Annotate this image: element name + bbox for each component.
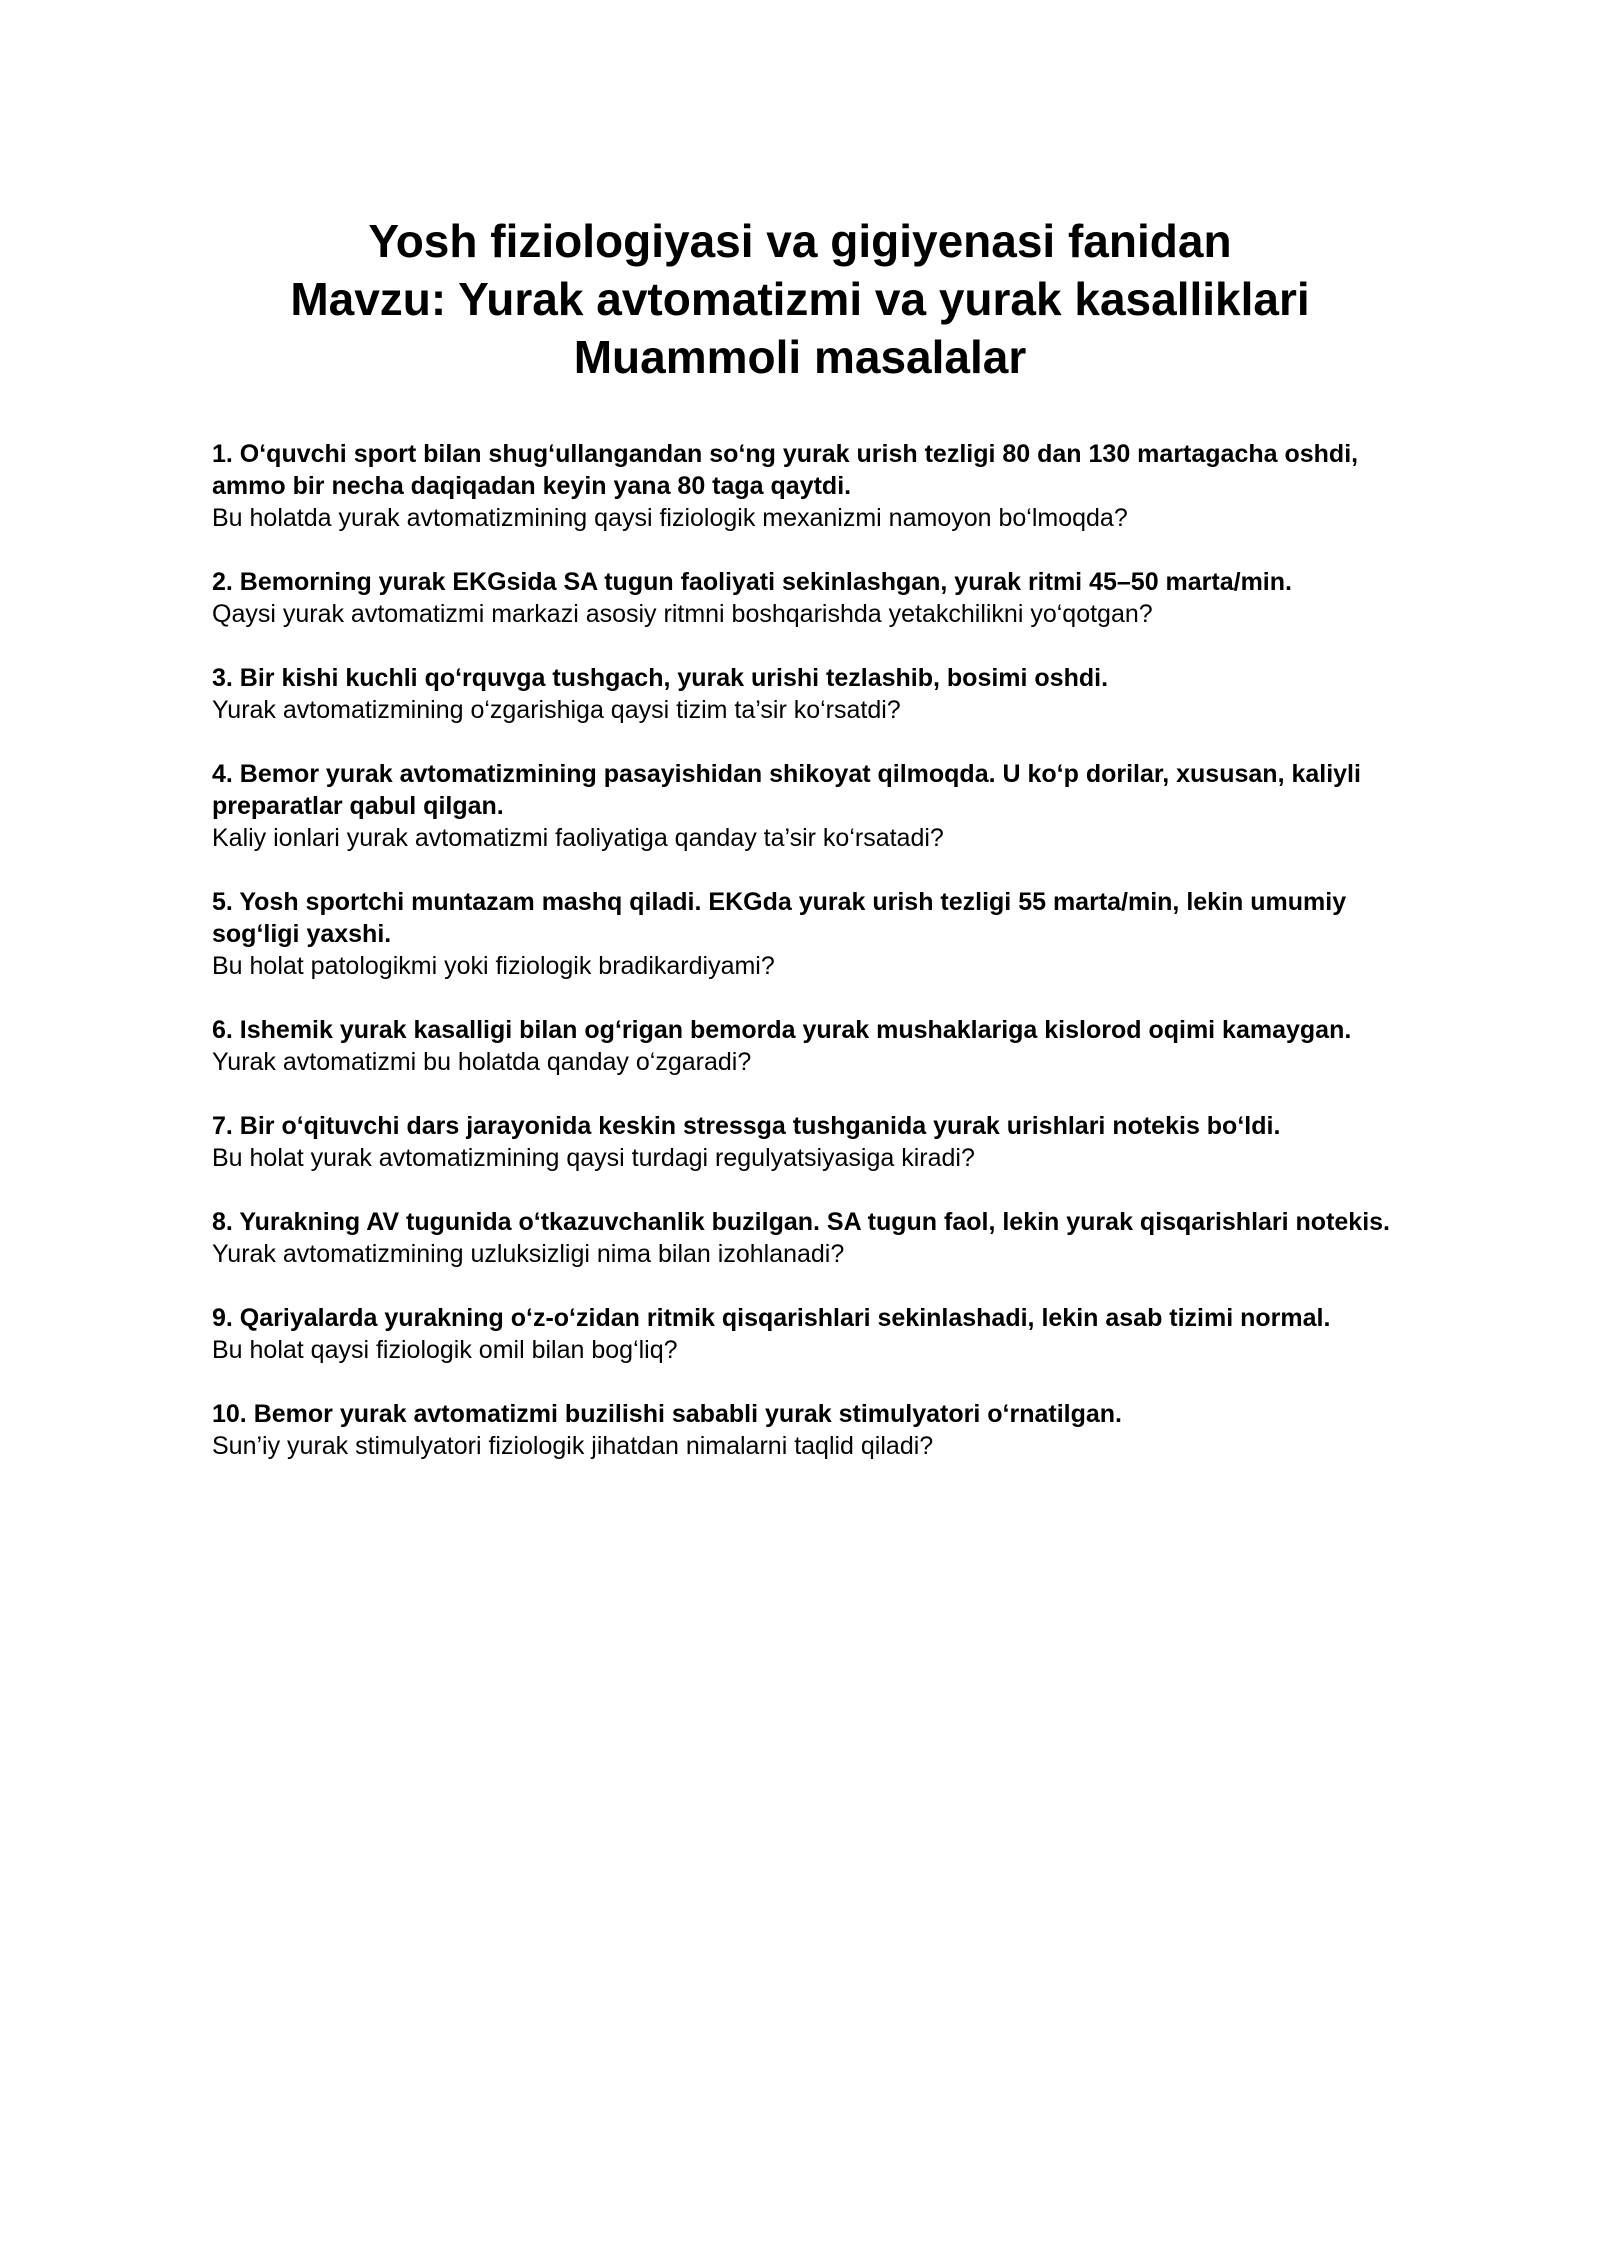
question-prompt: Bu holatda yurak avtomatizmining qaysi fiziologik mexanizmi namoyon bo‘lmoqda? <box>212 504 1128 532</box>
question-prompt: Yurak avtomatizmining uzluksizligi nima bilan izohlanadi? <box>212 1240 845 1268</box>
question-list <box>212 438 1412 1494</box>
question-statement: 1. O‘quvchi sport bilan shug‘ullangandan so‘ng yurak urish tezligi 80 dan 130 martagacha oshdi, ammo bir necha daqiqadan keyin yana 80 taga qaytdi. <box>212 440 1359 500</box>
question-statement: 4. Bemor yurak avtomatizmining pasayishidan shikoyat qilmoqda. U ko‘p dorilar, xususan, kaliyli preparatlar qabul qilgan. <box>212 760 1361 820</box>
question-prompt: Qaysi yurak avtomatizmi markazi asosiy ritmni boshqarishda yetakchilikni yo‘qotgan? <box>212 600 1153 628</box>
question-statement: 2. Bemorning yurak EKGsida SA tugun faoliyati sekinlashgan, yurak ritmi 45–50 marta/min. <box>212 568 1292 596</box>
question-item-9 <box>212 1302 1412 1366</box>
question-item-5 <box>212 886 1412 982</box>
section-title: Muammoli masalalar <box>573 331 1027 383</box>
question-item-2 <box>212 566 1412 630</box>
question-item-7 <box>212 1110 1412 1174</box>
question-prompt: Sun’iy yurak stimulyatori fiziologik jihatdan nimalarni taqlid qiladi? <box>212 1432 934 1460</box>
question-statement: 10. Bemor yurak avtomatizmi buzilishi sababli yurak stimulyatori o‘rnatilgan. <box>212 1400 1122 1428</box>
question-statement: 7. Bir o‘qituvchi dars jarayonida keskin stressga tushganida yurak urishlari notekis bo‘ldi. <box>212 1112 1281 1140</box>
question-statement: 8. Yurakning AV tugunida o‘tkazuvchanlik buzilgan. SA tugun faol, lekin yurak qisqarishlari notekis. <box>212 1208 1391 1236</box>
question-item-4 <box>212 758 1412 854</box>
question-prompt: Bu holat patologikmi yoki fiziologik bradikardiyami? <box>212 952 775 980</box>
question-prompt: Yurak avtomatizmi bu holatda qanday o‘zgaradi? <box>212 1048 752 1076</box>
question-item-3 <box>212 662 1412 726</box>
question-item-1 <box>212 438 1412 534</box>
question-prompt: Bu holat qaysi fiziologik omil bilan bog‘liq? <box>212 1336 678 1364</box>
title-block <box>0 212 1600 386</box>
question-item-6 <box>212 1014 1412 1078</box>
question-statement: 9. Qariyalarda yurakning o‘z-o‘zidan ritmik qisqarishlari sekinlashadi, lekin asab tizimi normal. <box>212 1304 1331 1332</box>
question-item-8 <box>212 1206 1412 1270</box>
question-statement: 6. Ishemik yurak kasalligi bilan og‘rigan bemorda yurak mushaklariga kislorod oqimi kamaygan. <box>212 1016 1352 1044</box>
question-prompt: Yurak avtomatizmining o‘zgarishiga qaysi tizim ta’sir ko‘rsatdi? <box>212 696 901 724</box>
question-item-10 <box>212 1398 1412 1462</box>
topic-title: Mavzu: Yurak avtomatizmi va yurak kasalliklari <box>290 273 1310 325</box>
question-prompt: Bu holat yurak avtomatizmining qaysi turdagi regulyatsiyasiga kiradi? <box>212 1144 975 1172</box>
question-statement: 5. Yosh sportchi muntazam mashq qiladi. EKGda yurak urish tezligi 55 marta/min, lekin umumiy sog‘ligi yaxshi. <box>212 888 1347 948</box>
question-statement: 3. Bir kishi kuchli qo‘rquvga tushgach, yurak urishi tezlashib, bosimi oshdi. <box>212 664 1109 692</box>
subject-title: Yosh fiziologiyasi va gigiyenasi fanidan <box>368 215 1232 267</box>
question-prompt: Kaliy ionlari yurak avtomatizmi faoliyatiga qanday ta’sir ko‘rsatadi? <box>212 824 944 852</box>
